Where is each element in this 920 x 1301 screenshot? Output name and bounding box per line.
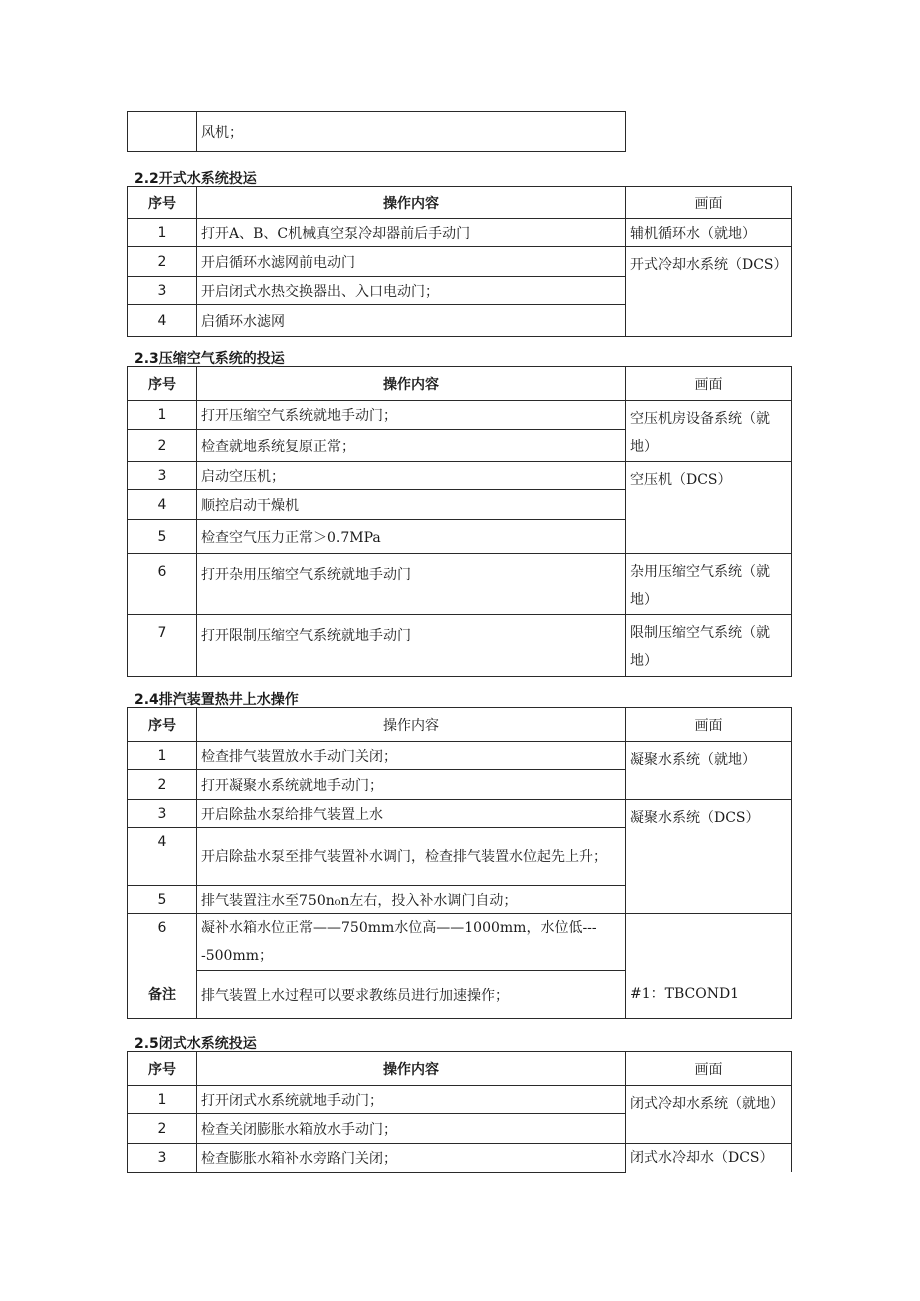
- row-screen: #1：TBCOND1: [626, 914, 792, 1019]
- row-content: 打开闭式水系统就地手动门；: [197, 1086, 626, 1114]
- row-content: 启循环水滤网: [197, 305, 626, 337]
- row-number: 4: [128, 305, 197, 337]
- header-no: 序号: [128, 187, 197, 219]
- row-screen: 空压机（DCS）: [626, 462, 792, 554]
- fragment-number-cell: [128, 112, 197, 152]
- row-screen: 闭式水冷却水（DCS）: [626, 1144, 792, 1173]
- header-content: 操作内容: [197, 187, 626, 219]
- row-number: 1: [128, 1086, 197, 1114]
- table-compressed-air: [127, 366, 792, 677]
- row-content: 打开凝聚水系统就地手动门；: [197, 770, 626, 800]
- row-number: 1: [128, 742, 197, 770]
- row-number: 2: [128, 247, 197, 277]
- row-screen: 凝聚水系统（DCS）: [626, 800, 792, 914]
- row-number: 2: [128, 430, 197, 462]
- row-number: 3: [128, 462, 197, 490]
- table-open-water: [127, 186, 792, 337]
- row-number: 5: [128, 886, 197, 914]
- row-number: 备注: [128, 971, 197, 1019]
- header-content: 操作内容: [197, 708, 626, 742]
- row-content: 顺控启动干燥机: [197, 490, 626, 520]
- row-content: 检查空气压力正常＞0.7MPa: [197, 520, 626, 554]
- row-number: 3: [128, 277, 197, 305]
- row-content: 启动空压机；: [197, 462, 626, 490]
- row-screen: 开式冷却水系统（DCS）: [626, 247, 792, 337]
- header-screen: 画面: [626, 187, 792, 219]
- table-exhaust-hotwell: [127, 707, 792, 1019]
- row-content: 凝补水箱水位正常——750mm水位高——1000mm，水位低----500mm；: [197, 914, 626, 971]
- row-number: 3: [128, 800, 197, 828]
- row-content: 开启循环水滤网前电动门: [197, 247, 626, 277]
- row-screen: 凝聚水系统（就地）: [626, 742, 792, 800]
- row-content: 检查排气装置放水手动门关闭；: [197, 742, 626, 770]
- row-screen: 辅机循环水（就地）: [626, 219, 792, 247]
- row-content: 打开限制压缩空气系统就地手动门: [197, 615, 626, 677]
- row-content: 打开A、B、C机械真空泵冷却器前后手动门: [197, 219, 626, 247]
- row-content: 排气装置注水至750n₀n左右，投入补水调门自动；: [197, 886, 626, 914]
- row-content: 开启除盐水泵给排气装置上水: [197, 800, 626, 828]
- row-screen: 限制压缩空气系统（就地）: [626, 615, 792, 677]
- header-no: 序号: [128, 708, 197, 742]
- row-content: 检查膨胀水箱补水旁路门关闭；: [197, 1144, 626, 1173]
- row-screen: 杂用压缩空气系统（就地）: [626, 554, 792, 615]
- header-screen: 画面: [626, 708, 792, 742]
- row-content: 开启闭式水热交换器出、入口电动门；: [197, 277, 626, 305]
- fragment-content-cell: 风机；: [197, 112, 626, 152]
- row-screen: 空压机房设备系统（就地）: [626, 401, 792, 462]
- row-screen: 闭式冷却水系统（就地）: [626, 1086, 792, 1144]
- row-content: 检查就地系统复原正常；: [197, 430, 626, 462]
- section-title-2-3: 2.3压缩空气系统的投运: [134, 351, 285, 367]
- row-content: 打开压缩空气系统就地手动门；: [197, 401, 626, 430]
- header-content: 操作内容: [197, 367, 626, 401]
- header-screen: 画面: [626, 1052, 792, 1086]
- header-no: 序号: [128, 367, 197, 401]
- top-fragment-table: [127, 111, 626, 152]
- table-closed-water: [127, 1051, 792, 1173]
- row-number: 1: [128, 219, 197, 247]
- row-number: 7: [128, 615, 197, 677]
- row-number: 5: [128, 520, 197, 554]
- row-number: 3: [128, 1144, 197, 1173]
- section-title-2-4: 2.4排汽装置热井上水操作: [134, 692, 299, 708]
- row-content: 开启除盐水泵至排气装置补水调门，检查排气装置水位起先上升；: [197, 828, 626, 886]
- header-content: 操作内容: [197, 1052, 626, 1086]
- row-content: 检查关闭膨胀水箱放水手动门；: [197, 1114, 626, 1144]
- row-content: 打开杂用压缩空气系统就地手动门: [197, 554, 626, 615]
- row-number: 4: [128, 828, 197, 886]
- row-number: 2: [128, 1114, 197, 1144]
- row-number: 2: [128, 770, 197, 800]
- row-number: 6: [128, 914, 197, 971]
- header-screen: 画面: [626, 367, 792, 401]
- row-number: 4: [128, 490, 197, 520]
- section-title-2-5: 2.5闭式水系统投运: [134, 1036, 257, 1052]
- header-no: 序号: [128, 1052, 197, 1086]
- section-title-2-2: 2.2开式水系统投运: [134, 171, 257, 187]
- row-number: 1: [128, 401, 197, 430]
- row-number: 6: [128, 554, 197, 615]
- row-content: 排气装置上水过程可以要求教练员进行加速操作；: [197, 971, 626, 1019]
